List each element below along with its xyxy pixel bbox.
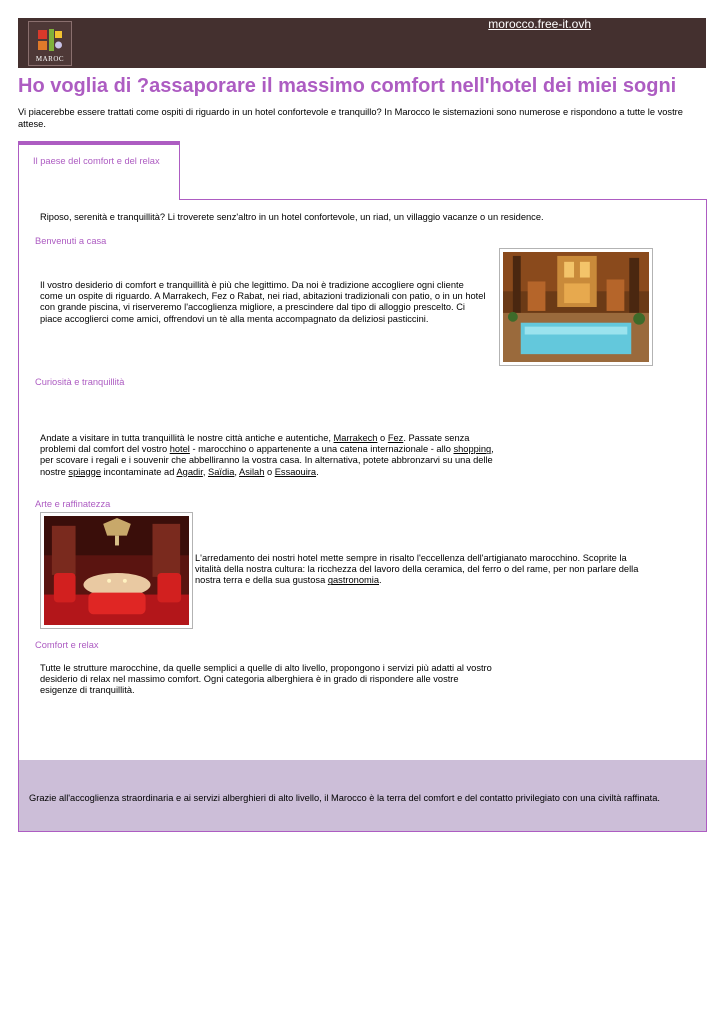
hotel-pool-image — [499, 248, 653, 366]
link-spiagge[interactable]: spiagge — [68, 466, 101, 477]
text-fragment: . Passate senza problemi dal comfort del vostro — [40, 433, 470, 455]
tab-label: Il paese del comfort e del relax — [33, 156, 160, 166]
header-bar — [18, 18, 706, 68]
tab-comfort-relax[interactable] — [18, 141, 180, 200]
text-fragment: . — [316, 466, 319, 477]
section-heading-benvenuti: Benvenuti a casa — [35, 236, 107, 246]
footer-text: Grazie all'accoglienza straordinaria e ai servizi alberghieri di alto livello, il Marocco è la terra del comfort e del contatto privilegiato con una civiltà raffinata. — [29, 793, 660, 803]
text-fragment: . — [379, 575, 382, 586]
text-fragment: o — [377, 433, 388, 443]
text-fragment: , per scovare i regali e i souvenir che abbelliranno la vostra casa. In alternativa, potete abbronzarvi su una delle nostre — [40, 444, 494, 477]
page-title: Ho voglia di ?assaporare il massimo comfort nell'hotel dei miei sogni — [18, 75, 677, 97]
maroc-logo[interactable] — [28, 21, 72, 66]
logo-text: MAROC — [35, 55, 65, 63]
link-asilah[interactable]: Asilah — [239, 466, 265, 477]
link-hotel[interactable]: hotel — [169, 444, 190, 455]
section-text-benvenuti: Il vostro desiderio di comfort e tranquillità è più che legittimo. Da noi è tradizione accogliere ogni cliente come un ospite di riguardo. A Marrakech, Fez o Rabat, nei riad, abitazioni tradizionali con patio, o in un hotel con grande piscina, vi riserveremo l'accoglienza migliore, a prescindere dal tipo di alloggio prescelto. Ci piace accoglierci come amici, offrendovi un tè alla menta accompagnato da deliziosi pasticcini. — [40, 280, 486, 324]
lead-text: Riposo, serenità e tranquillità? Li troverete senz'altro in un hotel confortevole, un riad, un villaggio vacanze o un residence. — [40, 212, 544, 222]
link-agadir[interactable]: Agadir — [176, 466, 203, 477]
link-marrakech[interactable]: Marrakech — [333, 433, 378, 443]
text-fragment: , — [234, 466, 240, 477]
section-text-arte — [195, 553, 655, 587]
section-heading-comfort: Comfort e relax — [35, 640, 99, 650]
content-panel — [18, 199, 707, 832]
link-saidia[interactable]: Saïdia — [208, 466, 235, 477]
link-shopping[interactable]: shopping — [453, 444, 492, 455]
section-text-comfort: Tutte le strutture marocchine, da quelle semplici a quelle di alto livello, propongono i servizi più adatti al vostro desiderio di relax nel massimo comfort. Ogni categoria alberghiera è in grado di rispondere alle vostre esigenze di tranquillità. — [40, 663, 492, 696]
text-fragment: Andate a visitare in tutta tranquillità le nostre città antiche e autentiche, — [40, 433, 334, 443]
section-heading-curiosita: Curiosità e tranquillità — [35, 377, 125, 387]
link-fez[interactable]: Fez — [387, 433, 404, 443]
intro-text: Vi piacerebbe essere trattati come ospiti di riguardo in un hotel confortevole e tranquillo? In Marocco le sistemazioni sono numerose e rispondono a tutte le vostre attese. — [18, 107, 683, 129]
section-text-curiosita — [40, 433, 495, 478]
link-gastronomia[interactable]: gastronomia — [327, 575, 379, 586]
restaurant-interior-image — [40, 512, 193, 629]
text-fragment: - marocchino o appartenente a una catena internazionale - allo — [189, 444, 454, 455]
panel-footer — [19, 760, 706, 831]
text-fragment: incontaminate ad — [101, 466, 177, 477]
site-link[interactable]: morocco.free-it.ovh — [488, 17, 591, 31]
link-essaouira[interactable]: Essaouira — [274, 466, 317, 477]
maroc-logo-icon — [37, 28, 63, 52]
text-fragment: , — [202, 466, 209, 477]
text-fragment: L'arredamento dei nostri hotel mette sempre in risalto l'eccellenza dell'artigianato marocchino. Scoprite la vitalità della nostra cultura: la ricchezza del lavoro della ceramica, del ferro o del rame, per non parlare della nostra terra e della sua gustosa — [195, 553, 639, 586]
text-fragment: o — [264, 466, 275, 477]
section-heading-arte: Arte e raffinatezza — [35, 499, 111, 509]
